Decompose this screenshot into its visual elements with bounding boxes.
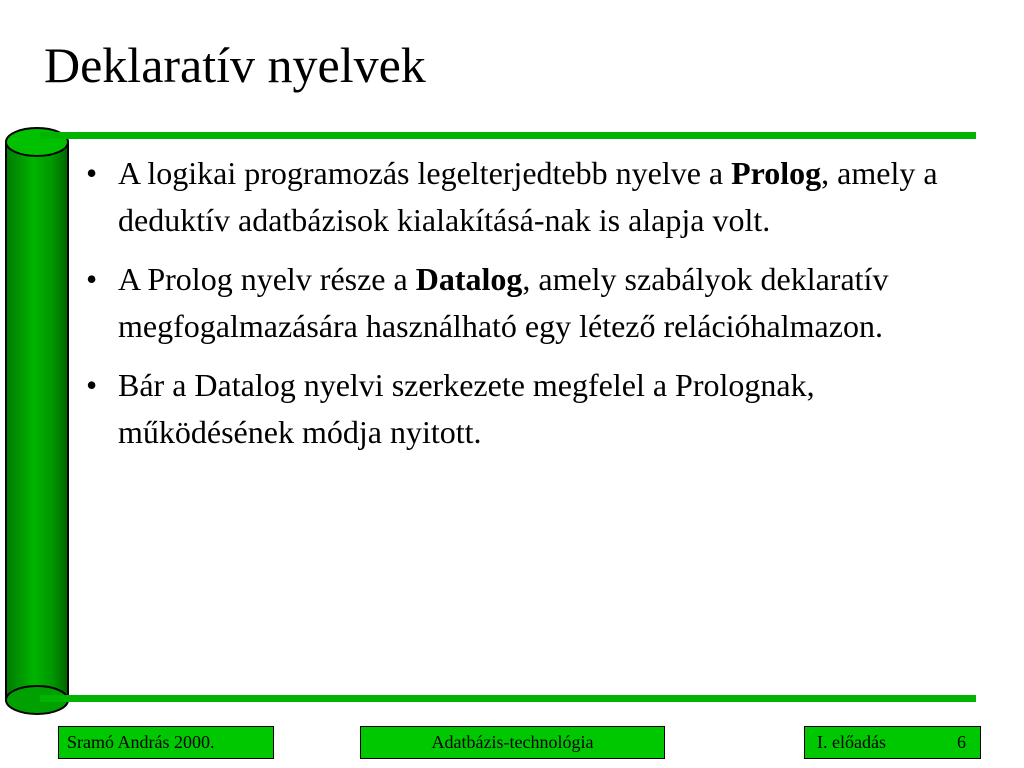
- footer-course-text: Adatbázis-technológia: [431, 732, 594, 752]
- bullet-list: [82, 150, 982, 456]
- bullet-text-continuation: , amely szabályok deklaratív megfogalmazására használható egy létező relációhalmazon.: [118, 261, 889, 344]
- footer-lecture: [804, 726, 981, 759]
- slide-content: [82, 150, 982, 468]
- bullet-icon: •: [86, 261, 98, 297]
- bullet-item: [82, 256, 982, 350]
- slide-number: 6: [957, 732, 966, 752]
- footer-lecture-text: I. előadás: [817, 732, 886, 752]
- bullet-item: [82, 150, 982, 244]
- bullet-icon: •: [86, 367, 98, 403]
- cylinder-body: [6, 142, 68, 700]
- bullet-text: A logikai programozás legelterjedtebb nyelve a: [118, 155, 732, 191]
- bullet-text-continuation: , amely a deduktív adatbázisok kialakításá-nak is alapja volt.: [118, 155, 938, 238]
- top-divider-line: [40, 132, 976, 139]
- bullet-icon: •: [86, 155, 98, 191]
- footer-course: [360, 726, 665, 759]
- slide-title: Deklaratív nyelvek: [44, 37, 426, 93]
- scroll-cylinder-decoration: [4, 126, 70, 716]
- bullet-text: Bár a Datalog nyelvi szerkezete megfelel a Prolognak, működésének módja nyitott.: [118, 367, 815, 450]
- footer-author: [58, 726, 274, 759]
- bullet-bold-term: Datalog: [415, 261, 523, 297]
- bullet-text: A Prolog nyelv része a: [118, 261, 416, 297]
- bottom-divider-line: [40, 695, 976, 702]
- bullet-bold-term: Prolog: [731, 155, 822, 191]
- bullet-item: [82, 362, 982, 456]
- footer-author-text: Sramó András 2000.: [67, 732, 215, 752]
